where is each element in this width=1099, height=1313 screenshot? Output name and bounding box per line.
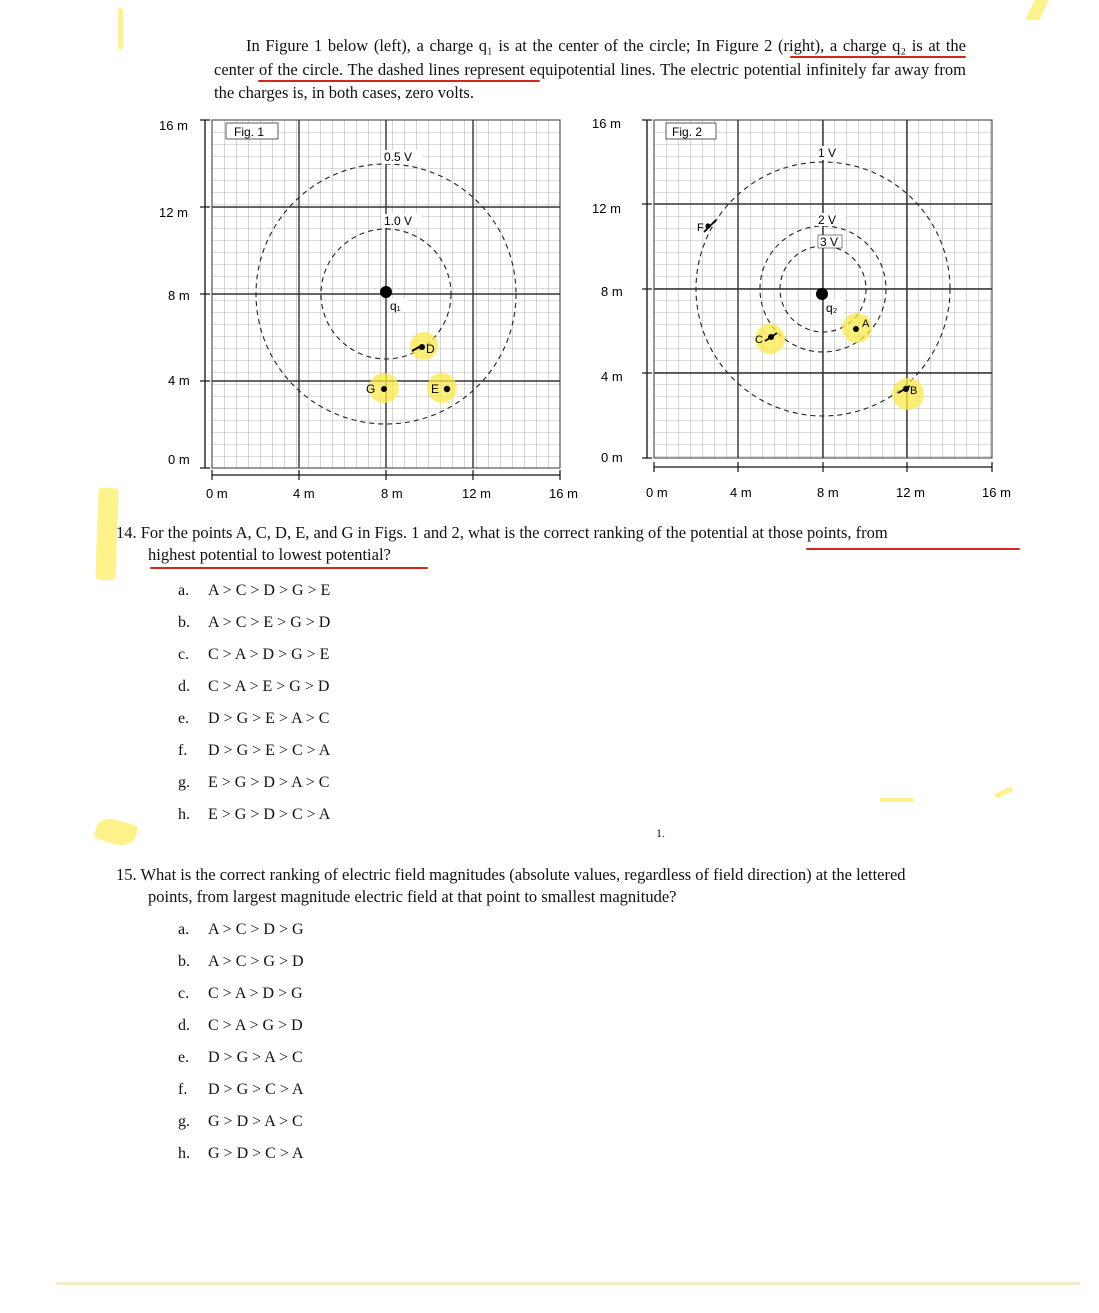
fig2-xtick-0: 0 m [646, 485, 668, 500]
q15-options [178, 914, 304, 1170]
fig2-xtick-8: 8 m [817, 485, 839, 500]
page-marker: 1. [656, 826, 665, 840]
q15-option-c[interactable]: c. C > A > D > G [178, 985, 303, 1002]
fig1-xtick-8: 8 m [381, 486, 403, 501]
fig1-point-g-label: G [366, 382, 376, 396]
fig2-point-a-label: A [862, 318, 870, 330]
q14-option-f[interactable]: f. D > G > E > C > A [178, 742, 331, 759]
fig1-point-g [381, 386, 387, 392]
figure-1 [159, 118, 578, 501]
q14-option-b[interactable]: b. A > C > E > G > D [178, 614, 331, 631]
q14-option-e[interactable]: e. D > G > E > A > C [178, 710, 330, 727]
question-14 [116, 522, 1076, 566]
q14-option-d[interactable]: d. C > A > E > G > D [178, 678, 330, 695]
q14-options [178, 575, 330, 831]
q15-line-1 [116, 864, 1076, 886]
q15-option-f[interactable]: f. D > G > C > A [178, 1081, 304, 1098]
fig2-charge-label: q₂ [826, 301, 838, 315]
fig1-label: Fig. 1 [234, 125, 265, 139]
fig1-ytick-12: 12 m [159, 205, 188, 220]
q14-option-a[interactable]: a. A > C > D > G > E [178, 582, 331, 599]
q15-option-h[interactable]: h. G > D > C > A [178, 1145, 304, 1162]
underline-intro-1 [790, 56, 966, 58]
q15-option-d[interactable]: d. C > A > G > D [178, 1017, 303, 1034]
fig1-charge-q1 [380, 286, 392, 298]
fig2-ytick-12: 12 m [592, 201, 621, 216]
underline-intro-2 [258, 80, 540, 82]
question-15 [116, 864, 1076, 908]
q15-option-g[interactable]: g. G > D > A > C [178, 1113, 303, 1130]
fig1-ytick-4: 4 m [168, 373, 190, 388]
fig2-outer-label: 1 V [818, 146, 837, 160]
fig2-point-c-label: C [755, 334, 763, 346]
highlight-mark-right [880, 798, 914, 802]
fig2-ytick-8: 8 m [601, 284, 623, 299]
highlight-mark-left-2 [93, 814, 138, 849]
q15-number: 15. [116, 865, 137, 884]
q14-option-g[interactable]: g. E > G > D > A > C [178, 774, 330, 791]
fig2-xtick-4: 4 m [730, 485, 752, 500]
fig1-ytick-8: 8 m [168, 288, 190, 303]
fig1-point-e-label: E [431, 382, 440, 396]
q15-option-b[interactable]: b. A > C > G > D [178, 953, 304, 970]
q14-text-1: For the points A, C, D, E, and G in Figs. 1 and 2, what is the correct ranking of the potential at those points, from [140, 523, 888, 542]
fig2-ytick-4: 4 m [601, 369, 623, 384]
q15-option-a[interactable]: a. A > C > D > G [178, 921, 304, 938]
figures-svg [150, 108, 1030, 508]
fig2-ytick-0: 0 m [601, 450, 623, 465]
fig2-xtick-12: 12 m [896, 485, 925, 500]
fig2-label: Fig. 2 [672, 125, 703, 139]
q14-option-h[interactable]: h. E > G > D > C > A [178, 806, 331, 823]
fig1-ytick-0: 0 m [168, 452, 190, 467]
highlight-mark-left-top [118, 8, 123, 50]
fig2-point-a [853, 326, 859, 332]
underline-q14-1 [806, 548, 1020, 550]
fig2-mid-label: 2 V [818, 213, 837, 227]
fig2-point-b-label: B [910, 385, 918, 397]
fig1-outer-label: 0.5 V [384, 150, 413, 164]
fig1-xtick-16: 16 m [549, 486, 578, 501]
fig1-xtick-0: 0 m [206, 486, 228, 501]
fig1-point-d-label: D [426, 342, 435, 356]
fig2-point-f-label: F [697, 222, 704, 234]
fig2-ytick-16: 16 m [592, 116, 621, 131]
q14-number: 14. [116, 523, 137, 542]
fig1-inner-label: 1.0 V [384, 214, 413, 228]
highlight-mark-right-2 [995, 786, 1013, 798]
q15-option-e[interactable]: e. D > G > A > C [178, 1049, 303, 1066]
q15-text-2: points, from largest magnitude electric field at that point to smallest magnitude? [148, 887, 677, 906]
fig1-xtick-12: 12 m [462, 486, 491, 501]
fig2-inner-label: 3 V [820, 235, 839, 249]
intro-text: In Figure 1 below (left), a charge q₁ is at the center of the circle; In Figure 2 (right), a charge q₂ is at the center of the circle. The dashed lines represent equipotential lines. The electric potential infinitely far away from the charges is, in both cases, zero volts. [214, 36, 966, 102]
highlight-mark-top-right [1025, 0, 1048, 20]
q14-text-2: highest potential to lowest potential? [148, 545, 391, 564]
q14-option-c[interactable]: c. C > A > D > G > E [178, 646, 330, 663]
q15-text-1: What is the correct ranking of electric field magnitudes (absolute values, regardless of field direction) at the lettered [140, 865, 906, 884]
bottom-line [56, 1282, 1080, 1285]
underline-q14-2 [150, 567, 428, 569]
fig1-charge-label: q₁ [390, 299, 401, 313]
fig1-point-e [444, 386, 450, 392]
figure-2 [592, 116, 1011, 500]
fig1-ytick-16: 16 m [159, 118, 188, 133]
fig2-charge-q2 [816, 288, 828, 300]
intro-paragraph [214, 34, 966, 105]
fig2-xtick-16: 16 m [982, 485, 1011, 500]
fig1-xtick-4: 4 m [293, 486, 315, 501]
q14-line-1 [116, 522, 1076, 544]
